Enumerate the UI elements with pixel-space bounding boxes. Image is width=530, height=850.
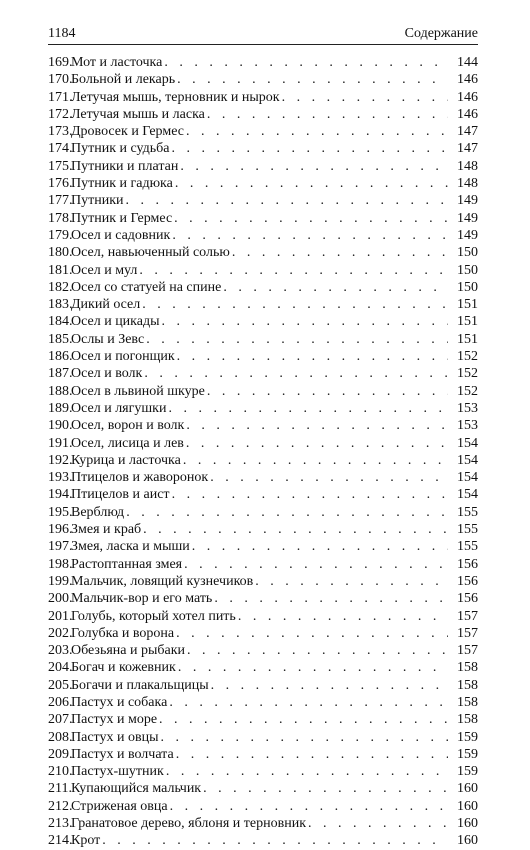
toc-entry-number: 207.	[48, 712, 73, 728]
dot-leader	[186, 123, 448, 140]
toc-entry	[48, 659, 478, 676]
toc-entry-page: 148	[457, 176, 478, 192]
toc-entry	[48, 798, 478, 815]
toc-entry-page: 154	[457, 452, 478, 468]
toc-entry-number: 205.	[48, 677, 73, 693]
dot-leader	[172, 140, 449, 157]
toc-entry-page: 152	[457, 366, 478, 382]
toc-entry	[48, 365, 478, 382]
toc-entry-number: 202.	[48, 625, 73, 641]
toc-entry-page: 146	[457, 106, 478, 122]
toc-entry-number: 185.	[48, 331, 73, 347]
toc-entry	[48, 608, 478, 625]
toc-entry-page: 152	[457, 349, 478, 365]
toc-entry	[48, 435, 478, 452]
toc-entry	[48, 711, 478, 728]
toc-entry-title: Осел и мул	[71, 262, 138, 278]
toc-entry-title: Мальчик-вор и его мать	[71, 591, 213, 607]
toc-entry-title: Верблюд	[71, 504, 125, 520]
toc-entry-title: Путник и судьба	[71, 141, 170, 157]
toc-entry-title: Дикий осел	[71, 297, 141, 313]
toc-entry-number: 204.	[48, 660, 73, 676]
dot-leader	[176, 746, 448, 763]
toc-entry-page: 153	[457, 418, 478, 434]
toc-entry	[48, 642, 478, 659]
page-number: 1184	[48, 26, 76, 41]
toc-entry	[48, 331, 478, 348]
dot-leader	[207, 383, 448, 400]
toc-entry	[48, 123, 478, 140]
toc-entry-page: 158	[457, 712, 478, 728]
toc-entry-title: Пастух и море	[71, 712, 158, 728]
toc-entry-title: Пастух-шутник	[71, 764, 164, 780]
dot-leader	[166, 763, 448, 780]
toc-entry	[48, 694, 478, 711]
toc-entry-number: 192.	[48, 452, 73, 468]
dot-leader	[223, 279, 448, 296]
toc-entry-number: 211.	[48, 781, 72, 797]
toc-entry	[48, 262, 478, 279]
toc-entry-number: 182.	[48, 279, 73, 295]
toc-entry-page: 151	[457, 297, 478, 313]
dot-leader	[214, 590, 448, 607]
dot-leader	[126, 504, 448, 521]
toc-entry-number: 214.	[48, 833, 73, 849]
toc-entry	[48, 140, 478, 157]
toc-entry-page: 155	[457, 539, 478, 555]
toc-entry	[48, 89, 478, 106]
toc-entry-number: 212.	[48, 798, 73, 814]
dot-leader	[282, 89, 448, 106]
toc-entry-title: Осел и цикады	[71, 314, 160, 330]
toc-entry	[48, 175, 478, 192]
toc-entry-number: 209.	[48, 746, 73, 762]
toc-entry-title: Больной и лекарь	[71, 72, 176, 88]
toc-entry	[48, 538, 478, 555]
dot-leader	[164, 54, 448, 71]
toc-entry-number: 176.	[48, 176, 73, 192]
toc-entry-title: Путники и платан	[71, 158, 179, 174]
toc-entry-title: Дровосек и Гермес	[71, 124, 184, 140]
toc-entry-page: 157	[457, 625, 478, 641]
toc-entry-number: 187.	[48, 366, 73, 382]
toc-entry-title: Мот и ласточка	[71, 55, 163, 70]
toc-entry	[48, 279, 478, 296]
toc-entry	[48, 452, 478, 469]
toc-entry-page: 151	[457, 331, 478, 347]
toc-entry-title: Осел со статуей на спине	[71, 279, 222, 295]
dot-leader	[159, 711, 448, 728]
toc-entry-page: 159	[457, 746, 478, 762]
toc-entry-title: Осел и волк	[71, 366, 143, 382]
toc-entry-page: 155	[457, 504, 478, 520]
toc-entry-title: Путник и гадюка	[71, 176, 173, 192]
toc-entry-title: Крот	[71, 833, 101, 849]
toc-entry-title: Осел, навьюченный солью	[71, 245, 230, 261]
toc-entry	[48, 486, 478, 503]
toc-entry-title: Пастух и собака	[71, 694, 168, 710]
toc-entry-page: 149	[457, 210, 478, 226]
toc-entry-title: Птицелов и жаворонок	[71, 470, 209, 486]
toc-entry-number: 208.	[48, 729, 73, 745]
toc-entry-title: Осел и лягушки	[71, 400, 167, 416]
toc-entry	[48, 313, 478, 330]
toc-entry-number: 190.	[48, 418, 73, 434]
toc-entry-page: 147	[457, 141, 478, 157]
toc-entry	[48, 348, 478, 365]
toc-entry-number: 206.	[48, 694, 73, 710]
toc-entry-number: 170.	[48, 72, 73, 88]
toc-entry	[48, 106, 478, 123]
toc-entry-title: Мальчик, ловящий кузнечиков	[71, 573, 254, 589]
dot-leader	[203, 780, 448, 797]
toc-entry-title: Змея, ласка и мыши	[71, 539, 190, 555]
toc-entry-number: 197.	[48, 539, 73, 555]
toc-entry-page: 160	[457, 816, 478, 832]
dot-leader	[169, 694, 448, 711]
toc-entry-number: 199.	[48, 573, 73, 589]
toc-entry-number: 213.	[48, 816, 73, 832]
toc-entry-page: 149	[457, 227, 478, 243]
toc-entry	[48, 244, 478, 261]
toc-entry-title: Пастух и волчата	[71, 746, 174, 762]
toc-entry-title: Пастух и овцы	[71, 729, 159, 745]
toc-entry	[48, 763, 478, 780]
dot-leader	[210, 469, 448, 486]
toc-entry-number: 178.	[48, 210, 73, 226]
toc-entry-number: 198.	[48, 556, 73, 572]
toc-entry	[48, 192, 478, 209]
toc-entry-title: Гранатовое дерево, яблоня и терновник	[71, 816, 307, 832]
toc-entry-page: 154	[457, 435, 478, 451]
toc-entry-page: 144	[457, 55, 478, 70]
toc-entry-page: 159	[457, 729, 478, 745]
toc-entry-page: 156	[457, 573, 478, 589]
dot-leader	[238, 608, 448, 625]
toc-entry-number: 188.	[48, 383, 73, 399]
toc-entry-page: 151	[457, 314, 478, 330]
dot-leader	[144, 365, 448, 382]
toc-entry-title: Змея и краб	[71, 522, 142, 538]
toc-entry	[48, 746, 478, 763]
dot-leader	[142, 296, 448, 313]
dot-leader	[176, 625, 448, 642]
toc-entry-title: Летучая мышь и ласка	[71, 106, 205, 122]
toc-entry	[48, 504, 478, 521]
toc-entry-number: 200.	[48, 591, 73, 607]
toc-entry-page: 154	[457, 470, 478, 486]
dot-leader	[187, 642, 448, 659]
dot-leader	[178, 659, 448, 676]
toc-entry-number: 179.	[48, 227, 73, 243]
dot-leader	[172, 486, 448, 503]
toc-entry-number: 201.	[48, 608, 73, 624]
dot-leader	[192, 538, 448, 555]
toc-entry-number: 195.	[48, 504, 73, 520]
toc-entry-number: 175.	[48, 158, 73, 174]
toc-entry-title: Богачи и плакальщицы	[71, 677, 209, 693]
toc-entry	[48, 383, 478, 400]
toc-entry-page: 159	[457, 764, 478, 780]
toc-entry	[48, 296, 478, 313]
toc-entry	[48, 417, 478, 434]
dot-leader	[184, 556, 448, 573]
toc-entry-page: 158	[457, 660, 478, 676]
toc-entry	[48, 210, 478, 227]
toc-entry-page: 153	[457, 400, 478, 416]
toc-entry-page: 148	[457, 158, 478, 174]
toc-entry-page: 158	[457, 694, 478, 710]
toc-entry-title: Осел и садовник	[71, 227, 171, 243]
toc-entry	[48, 521, 478, 538]
running-header	[48, 22, 478, 45]
dot-leader	[139, 262, 448, 279]
dot-leader	[162, 313, 448, 330]
toc-entry-number: 181.	[48, 262, 73, 278]
dot-leader	[308, 815, 448, 832]
toc-entry-number: 193.	[48, 470, 73, 486]
dot-leader	[143, 521, 448, 538]
toc-entry-page: 158	[457, 677, 478, 693]
toc-entry-number: 177.	[48, 193, 73, 209]
toc-entry	[48, 54, 478, 71]
toc-entry-number: 203.	[48, 643, 73, 659]
toc-entry	[48, 677, 478, 694]
toc-entry-title: Птицелов и аист	[71, 487, 170, 503]
toc-entry	[48, 832, 478, 849]
toc-entry-number: 180.	[48, 245, 73, 261]
toc-entry	[48, 556, 478, 573]
dot-leader	[177, 348, 448, 365]
toc-entry-page: 160	[457, 781, 478, 797]
toc-entry	[48, 71, 478, 88]
toc-entry-title: Осел, ворон и волк	[71, 418, 185, 434]
toc-entry-page: 150	[457, 279, 478, 295]
toc-entry-page: 146	[457, 72, 478, 88]
toc-entry-number: 189.	[48, 400, 73, 416]
dot-leader	[126, 192, 448, 209]
dot-leader	[172, 227, 448, 244]
dot-leader	[180, 158, 448, 175]
toc-entry-title: Ослы и Зевс	[71, 331, 145, 347]
dot-leader	[170, 798, 448, 815]
toc-entry-title: Осел и погонщик	[71, 349, 175, 365]
dot-leader	[160, 729, 448, 746]
toc-entry-number: 174.	[48, 141, 73, 157]
toc-entry-number: 183.	[48, 297, 73, 313]
toc-entry-number: 196.	[48, 522, 73, 538]
toc-entry-number: 194.	[48, 487, 73, 503]
dot-leader	[207, 106, 448, 123]
toc-entry-title: Стриженая овца	[71, 798, 168, 814]
toc-entry-title: Путник и Гермес	[71, 210, 173, 226]
toc-entry-page: 157	[457, 643, 478, 659]
dot-leader	[174, 210, 448, 227]
toc-entry-number: 172.	[48, 106, 73, 122]
toc-entry-number: 173.	[48, 124, 73, 140]
toc-entry-title: Купающийся мальчик	[71, 781, 202, 797]
toc-entry	[48, 625, 478, 642]
toc-entry-title: Голубка и ворона	[71, 625, 175, 641]
toc-entry-page: 156	[457, 591, 478, 607]
dot-leader	[146, 331, 448, 348]
section-title: Содержание	[404, 26, 478, 41]
toc-entry-number: 191.	[48, 435, 73, 451]
dot-leader	[232, 244, 448, 261]
toc-entry-title: Богач и кожевник	[71, 660, 176, 676]
toc-entry	[48, 573, 478, 590]
toc-entry-title: Растоптанная змея	[71, 556, 183, 572]
toc-entry-page: 157	[457, 608, 478, 624]
toc-entry-number: 184.	[48, 314, 73, 330]
dot-leader	[168, 400, 448, 417]
dot-leader	[211, 677, 448, 694]
toc-entry-page: 160	[457, 833, 478, 849]
toc-entry-page: 155	[457, 522, 478, 538]
toc-entry	[48, 590, 478, 607]
toc-entry-number: 169.	[48, 55, 73, 70]
toc-entry-page: 150	[457, 262, 478, 278]
toc-entry-page: 146	[457, 89, 478, 105]
dot-leader	[102, 832, 448, 849]
dot-leader	[186, 417, 448, 434]
toc-entry-title: Путники	[71, 193, 124, 209]
toc-entry-title: Осел, лисица и лев	[71, 435, 184, 451]
toc-entry-title: Голубь, который хотел пить	[71, 608, 236, 624]
dot-leader	[177, 71, 448, 88]
toc-entry-page: 160	[457, 798, 478, 814]
dot-leader	[186, 435, 448, 452]
toc-entry-page: 154	[457, 487, 478, 503]
table-of-contents	[48, 54, 478, 850]
toc-entry	[48, 158, 478, 175]
toc-entry-page: 149	[457, 193, 478, 209]
toc-entry	[48, 780, 478, 797]
toc-entry-title: Летучая мышь, терновник и нырок	[71, 89, 280, 105]
toc-entry-title: Осел в львиной шкуре	[71, 383, 205, 399]
toc-entry-number: 210.	[48, 764, 73, 780]
dot-leader	[255, 573, 448, 590]
toc-entry	[48, 469, 478, 486]
toc-entry-number: 186.	[48, 349, 73, 365]
dot-leader	[183, 452, 448, 469]
toc-entry-page: 152	[457, 383, 478, 399]
toc-entry	[48, 729, 478, 746]
dot-leader	[175, 175, 448, 192]
toc-entry-number: 171.	[48, 89, 73, 105]
toc-entry-page: 156	[457, 556, 478, 572]
toc-entry	[48, 815, 478, 832]
toc-entry-page: 150	[457, 245, 478, 261]
toc-entry-page: 147	[457, 124, 478, 140]
toc-entry-title: Курица и ласточка	[71, 452, 181, 468]
toc-entry-title: Обезьяна и рыбаки	[71, 643, 186, 659]
toc-entry	[48, 227, 478, 244]
toc-entry	[48, 400, 478, 417]
